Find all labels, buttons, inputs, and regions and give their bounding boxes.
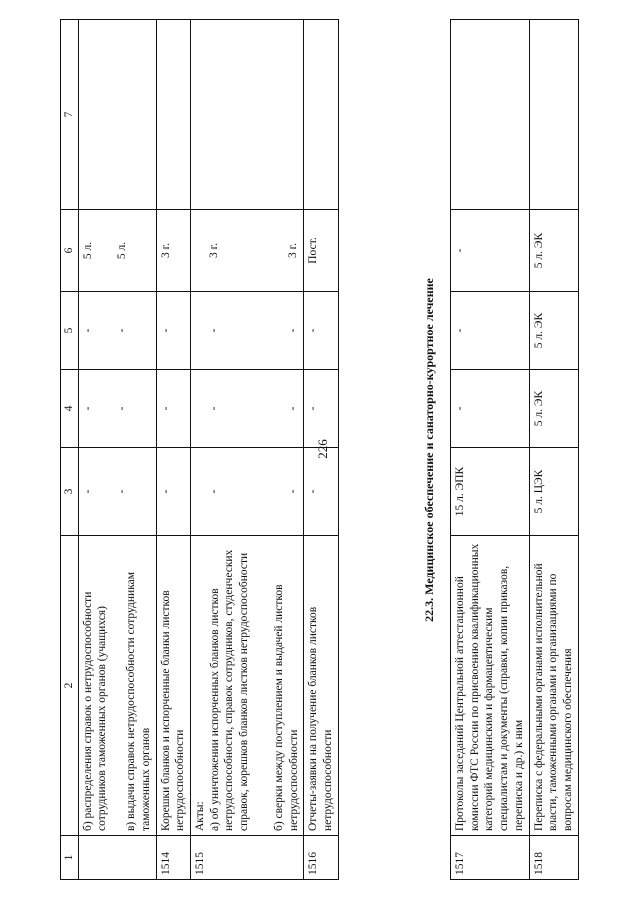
value: - [116,489,129,494]
item-text: Отчеты-заявки на получение бланков листков нетрудоспособности [307,606,335,831]
retention-col5: - [304,292,338,370]
column-header: 3 [61,448,79,536]
retention-col5: 5 л. ЭК [529,292,578,370]
item-number: 1516 [304,836,338,880]
item-number [78,836,156,880]
retention-col6: 5 л. ЭК [529,210,578,292]
retention-col4 [191,370,304,448]
retention-col5 [78,292,156,370]
item-description [78,536,156,836]
retention-col3: 15 л. ЭПК [451,448,530,536]
records-table [60,19,339,880]
item-text: б) распределения справок о нетрудоспособности сотрудников таможенных органов (учащихся) [81,591,109,831]
table-row [451,20,530,880]
item-number: 1517 [451,836,530,880]
table-row [156,20,190,880]
notes-cell [451,20,530,210]
value: - [208,328,221,333]
page-number: 226 [314,439,330,459]
value: - [286,406,299,411]
item-number: 1514 [156,836,190,880]
value: 5 л. [81,241,94,260]
item-description [304,536,338,836]
notes-cell [304,20,338,210]
column-header: 6 [61,210,79,292]
value: - [81,328,94,333]
retention-col3: 5 л. ЦЭК [529,448,578,536]
item-text: Корешки бланков и испорченные бланки листков нетрудоспособности [159,590,187,831]
value: - [116,406,129,411]
retention-col3: - [304,448,338,536]
table-row [529,20,578,880]
retention-col6: 3 г. [156,210,190,292]
document-sheet [60,20,620,880]
column-header: 2 [61,536,79,836]
value: 3 г. [286,243,299,258]
value: - [81,489,94,494]
retention-col4: 5 л. ЭК [529,370,578,448]
item-number: 1515 [191,836,304,880]
item-description: Переписка с федеральными органами исполнительной власти, таможенными органами и организациями по вопросам медицинского обеспечения [529,536,578,836]
column-header: 4 [61,370,79,448]
records-table-section [450,19,579,880]
item-description [191,536,304,836]
item-description [156,536,190,836]
retention-col4: - [156,370,190,448]
item-description: Протоколы заседаний Центральной аттестационной комиссии ФТС России по присвоению квалификационных категорий медицинским и фармацевтическим специалистам и документы (справки, копии приказов, переписка и др.) к ним [451,536,530,836]
value: - [286,489,299,494]
retention-col5 [191,292,304,370]
value: - [116,328,129,333]
item-text: а) об уничтожении испорченных бланков листков нетрудоспособности, справок сотрудников, студенческих справок, корешков бланков листков нетрудоспособности [208,549,251,831]
retention-col4 [78,370,156,448]
item-text: б) сверки между поступлением и выдачей листков нетрудоспособности [272,584,300,831]
notes-cell [78,20,156,210]
table-row [78,20,156,880]
retention-col3 [78,448,156,536]
value: 5 л. [116,241,129,260]
value: - [208,489,221,494]
notes-cell [191,20,304,210]
value: - [208,406,221,411]
section-title: 22.3. Медицинское обеспечение и санаторно-курортное лечение [422,278,436,622]
column-header: 1 [61,836,79,880]
retention-col5: - [451,292,530,370]
column-header: 7 [61,20,79,210]
item-heading: Акты: [194,801,207,831]
retention-col6: Пост. [304,210,338,292]
notes-cell [529,20,578,210]
value: - [81,406,94,411]
table-row [304,20,338,880]
value: - [286,328,299,333]
retention-col6 [78,210,156,292]
item-text: в) выдачи справок нетрудоспособности сотрудникам таможенных органов [125,571,152,831]
retention-col4: - [304,370,338,448]
retention-col6: - [451,210,530,292]
table-row [191,20,304,880]
retention-col6 [191,210,304,292]
column-header: 5 [61,292,79,370]
retention-col3 [191,448,304,536]
item-number: 1518 [529,836,578,880]
notes-cell [156,20,190,210]
retention-col5: - [156,292,190,370]
retention-col3: - [156,448,190,536]
retention-col4: - [451,370,530,448]
column-number-row [61,20,79,880]
value: 3 г. [208,243,221,258]
